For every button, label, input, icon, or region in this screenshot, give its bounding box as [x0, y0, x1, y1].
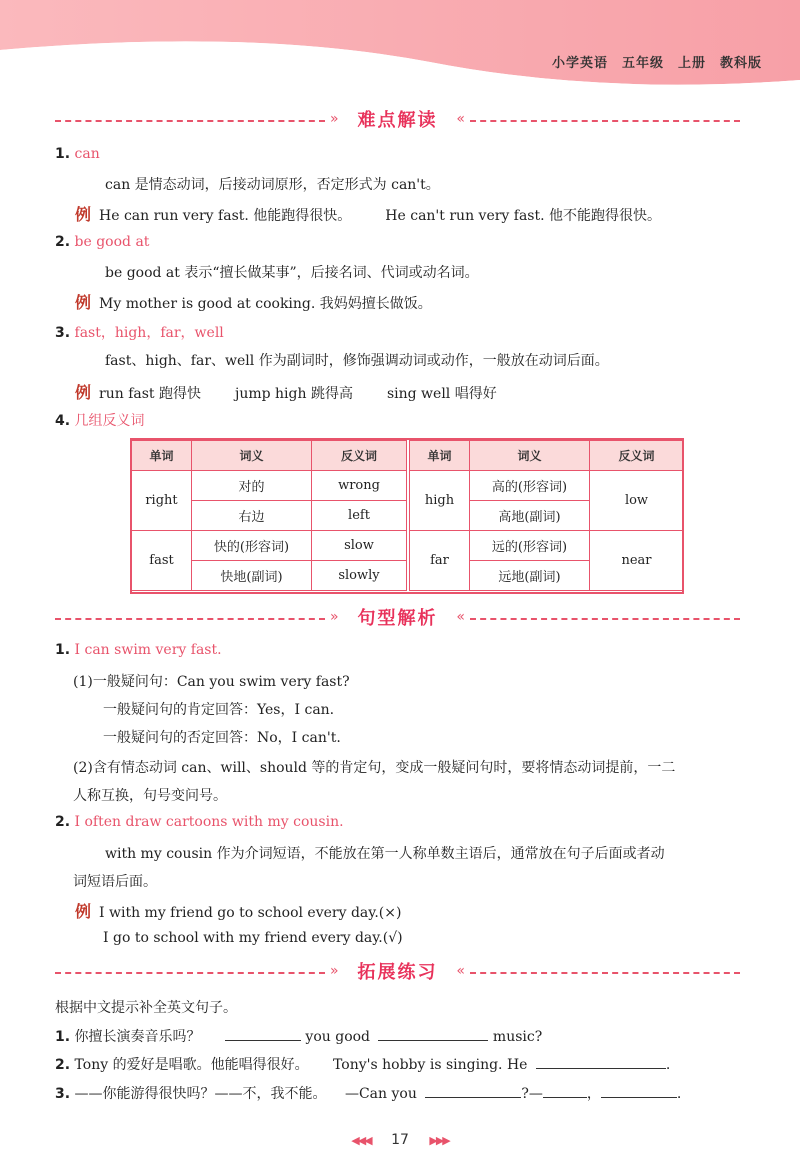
- extension-question-2: 2. Tony 的爱好是唱歌。他能唱得很好。 Tony's hobby is singing. He .: [55, 1057, 671, 1073]
- difficulty-item-1-desc: can 是情态动词，后接动词原形，否定形式为 can't。: [105, 177, 440, 193]
- section-title-extension: » « 拓展练习: [55, 958, 740, 988]
- sentence-item-1-p3: 一般疑问句的否定回答：No，I can't.: [103, 730, 341, 746]
- table-cell-word: right: [132, 471, 192, 531]
- table-cell-word: fast: [132, 531, 192, 591]
- table-cell-antonym: near: [590, 531, 684, 591]
- table-header: 词义: [192, 441, 312, 471]
- difficulty-item-1-heading: 1. can: [55, 146, 100, 162]
- table-cell-antonym: slowly: [312, 561, 407, 591]
- extension-instruction: 根据中文提示补全英文句子。: [55, 1000, 237, 1016]
- difficulty-item-4-heading: 4. 几组反义词: [55, 413, 145, 429]
- table-cell-meaning: 高的(形容词): [470, 471, 590, 501]
- section-title-difficulty: » « 难点解读: [55, 106, 740, 136]
- difficulty-item-2-heading: 2. be good at: [55, 234, 150, 250]
- example-mark: 例: [75, 383, 92, 402]
- table-header: 单词: [410, 441, 470, 471]
- table-cell-meaning: 对的: [192, 471, 312, 501]
- table-cell-meaning: 远地(副词): [470, 561, 590, 591]
- difficulty-item-3-desc: fast、high、far、well 作为副词时，修饰强调动词或动作，一般放在动词后面。: [105, 353, 609, 369]
- answer-blank[interactable]: [543, 1084, 587, 1098]
- answer-blank[interactable]: [601, 1084, 677, 1098]
- section-title-text: 难点解读: [357, 110, 438, 131]
- grade-label: 五年级: [621, 56, 664, 71]
- table-header: 词义: [470, 441, 590, 471]
- header-band: [0, 0, 800, 95]
- subject-label: 小学英语: [551, 56, 608, 71]
- sentence-item-2-heading: 2. I often draw cartoons with my cousin.: [55, 814, 344, 830]
- table-cell-meaning: 右边: [192, 501, 312, 531]
- sentence-item-1-p4a: (2)含有情态动词 can、will、should 等的肯定句，变成一般疑问句时，要将情态动词提前，一二: [73, 760, 676, 776]
- extension-question-3: 3. ——你能游得很快吗？——不，我不能。 —Can you ?— ， .: [55, 1086, 682, 1102]
- answer-blank[interactable]: [536, 1055, 666, 1069]
- sentence-item-1-p1: (1)一般疑问句：Can you swim very fast?: [73, 674, 350, 690]
- difficulty-item-2-example: 例 My mother is good at cooking. 我妈妈擅长做饭。: [75, 290, 432, 313]
- table-cell-meaning: 快的(形容词): [192, 531, 312, 561]
- table-header: 反义词: [312, 441, 407, 471]
- edition-label: 教科版: [719, 56, 762, 71]
- antonym-table-frame: [130, 438, 684, 594]
- sentence-item-1-heading: 1. I can swim very fast.: [55, 642, 222, 658]
- section-title-text: 句型解析: [357, 608, 438, 629]
- example-mark: 例: [75, 902, 92, 921]
- difficulty-item-1-example: 例 He can run very fast. 他能跑得很快。 He can't run very fast. 他不能跑得很快。: [75, 202, 661, 225]
- table-cell-meaning: 远的(形容词): [470, 531, 590, 561]
- table-cell-antonym: slow: [312, 531, 407, 561]
- header-info: [538, 52, 762, 71]
- answer-blank[interactable]: [378, 1027, 488, 1041]
- table-cell-meaning: 高地(副词): [470, 501, 590, 531]
- right-arrows-icon: ▶▶▶: [429, 1134, 449, 1147]
- table-header: 单词: [132, 441, 192, 471]
- volume-label: 上册: [677, 56, 706, 71]
- table-cell-antonym: low: [590, 471, 684, 531]
- table-cell-word: far: [410, 531, 470, 591]
- table-cell-word: high: [410, 471, 470, 531]
- page-number: ◀◀◀ 17 ▶▶▶: [351, 1132, 449, 1148]
- difficulty-item-2-desc: be good at 表示“擅长做某事”，后接名词、代词或动名词。: [105, 265, 479, 281]
- sentence-item-2-p1b: 词短语后面。: [73, 874, 157, 890]
- difficulty-item-3-heading: 3. fast，high，far，well: [55, 325, 224, 341]
- sentence-item-2-example-2: I go to school with my friend every day.(√): [103, 930, 403, 946]
- table-cell-meaning: 快地(副词): [192, 561, 312, 591]
- section-title-text: 拓展练习: [357, 962, 438, 983]
- sentence-item-1-p4b: 人称互换，句号变问号。: [73, 788, 227, 804]
- answer-blank[interactable]: [425, 1084, 521, 1098]
- section-title-sentence: » « 句型解析: [55, 604, 740, 634]
- difficulty-item-3-example: 例 run fast 跑得快 jump high 跳得高 sing well 唱得好: [75, 380, 497, 403]
- example-mark: 例: [75, 205, 92, 224]
- table-header: 反义词: [590, 441, 684, 471]
- sentence-item-2-example-1: 例 I with my friend go to school every day.(×): [75, 899, 401, 922]
- example-mark: 例: [75, 293, 92, 312]
- answer-blank[interactable]: [225, 1027, 301, 1041]
- table-cell-antonym: left: [312, 501, 407, 531]
- left-arrows-icon: ◀◀◀: [351, 1134, 371, 1147]
- extension-question-1: 1. 你擅长演奏音乐吗？ you good music?: [55, 1029, 543, 1045]
- sentence-item-2-p1a: with my cousin 作为介词短语，不能放在第一人称单数主语后，通常放在句子后面或者动: [105, 846, 665, 862]
- sentence-item-1-p2: 一般疑问句的肯定回答：Yes，I can.: [103, 702, 335, 718]
- table-cell-antonym: wrong: [312, 471, 407, 501]
